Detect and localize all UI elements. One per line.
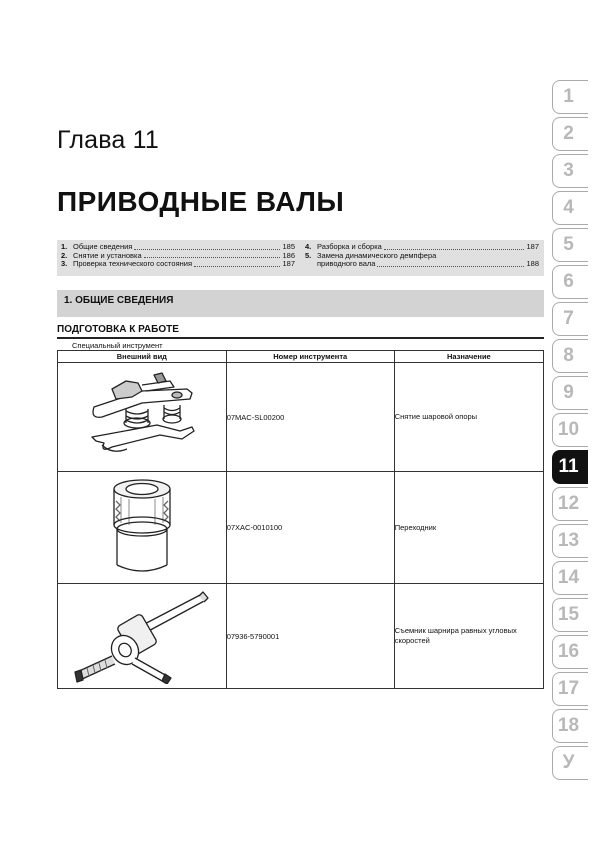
section-title: 1. ОБЩИЕ СВЕДЕНИЯ (64, 295, 174, 306)
toc-item[interactable]: 3. Проверка технического состояния 187 (61, 259, 295, 268)
tool-image-cell (58, 584, 227, 689)
section-header (57, 290, 544, 317)
tool-purpose: Съемник шарнира равных угловых скоростей (394, 584, 543, 689)
toc-right-column (305, 243, 539, 269)
table-header-row (58, 351, 544, 363)
chapter-tab[interactable]: 7 (552, 302, 588, 336)
table-row (58, 584, 544, 689)
chapter-tab[interactable]: 17 (552, 672, 588, 706)
chapter-tab[interactable]: 14 (552, 561, 588, 595)
table-caption: Специальный инструмент (72, 341, 163, 350)
toc-item[interactable]: 5. Замена динамического демпфера (305, 250, 437, 260)
chapter-tab[interactable]: 1 (552, 80, 588, 114)
ball-joint-remover-illustration (82, 367, 202, 467)
subsection-title: ПОДГОТОВКА К РАБОТЕ (57, 324, 179, 335)
table-row (58, 472, 544, 584)
tool-number: 07936-5790001 (226, 584, 394, 689)
toc-left-column (61, 243, 295, 269)
chapter-tab[interactable]: 6 (552, 265, 588, 299)
chapter-tab[interactable]: 16 (552, 635, 588, 669)
toc-item[interactable]: 2. Снятие и установка 186 (61, 250, 295, 260)
tool-number: 07XAC-0010100 (226, 472, 394, 584)
chapter-tab[interactable]: У (552, 746, 588, 780)
chapter-tab[interactable]: 15 (552, 598, 588, 632)
chapter-tab[interactable]: 12 (552, 487, 588, 521)
chapter-tab[interactable]: 8 (552, 339, 588, 373)
cv-joint-puller-illustration (67, 588, 217, 684)
chapter-tab[interactable]: 4 (552, 191, 588, 225)
special-tools-table (57, 350, 544, 689)
tool-purpose: Переходник (394, 472, 543, 584)
chapter-tab[interactable]: 13 (552, 524, 588, 558)
chapter-tab[interactable]: 5 (552, 228, 588, 262)
toc-item[interactable]: 4. Разборка и сборка 187 (305, 242, 539, 251)
table-of-contents (57, 240, 544, 276)
tool-image-cell (58, 472, 227, 584)
toc-item-continuation[interactable]: приводного вала 188 (317, 259, 539, 268)
chapter-tab[interactable]: 11 (552, 450, 588, 484)
table-row (58, 363, 544, 472)
chapter-tab[interactable]: 18 (552, 709, 588, 743)
tool-purpose: Снятие шаровой опоры (394, 363, 543, 472)
page-title: ПРИВОДНЫЕ ВАЛЫ (57, 186, 345, 217)
chapter-tab[interactable]: 10 (552, 413, 588, 447)
chapter-tabs (552, 80, 588, 783)
toc-item[interactable]: 1. Общие сведения 185 (61, 242, 295, 251)
chapter-tab[interactable]: 9 (552, 376, 588, 410)
chapter-tab[interactable]: 2 (552, 117, 588, 151)
tool-number: 07MAC-SL00200 (226, 363, 394, 472)
header-purpose: Назначение (394, 351, 543, 363)
header-tool-number: Номер инструмента (226, 351, 394, 363)
adapter-illustration (107, 477, 177, 579)
header-appearance: Внешний вид (58, 351, 227, 363)
tool-image-cell (58, 363, 227, 472)
chapter-tab[interactable]: 3 (552, 154, 588, 188)
subsection-divider (57, 337, 544, 339)
chapter-label: Глава 11 (57, 126, 160, 154)
